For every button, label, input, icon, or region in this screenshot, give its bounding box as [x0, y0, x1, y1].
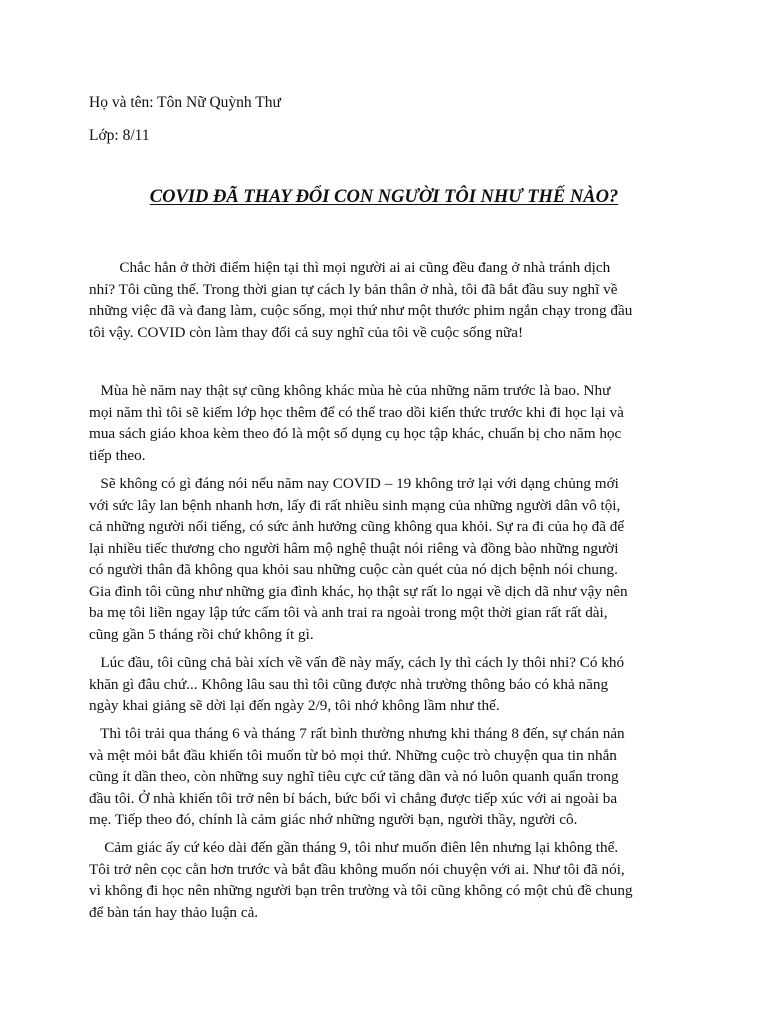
essay-title: COVID ĐÃ THAY ĐỔI CON NGƯỜI TÔI NHƯ THẾ NÀO?: [149, 187, 619, 207]
paragraph-line: Tôi trở nên cọc cằn hơn trước và bắt đầu không muốn nói chuyện với ai. Như tôi đã nói,: [89, 860, 625, 878]
paragraph-2: [89, 380, 685, 466]
paragraph-line: khăn gì đâu chứ... Không lâu sau thì tôi cũng được nhà trường thông báo có khả năng: [89, 675, 609, 693]
paragraph-line: cũng gần 5 tháng rồi chứ không ít gì.: [89, 625, 314, 643]
paragraph-line: để bàn tán hay thảo luận cả.: [89, 903, 259, 921]
paragraph-line: vì không đi học nên những người bạn trên trường và tôi cũng không có một chủ đề chung: [89, 882, 633, 899]
paragraph-line: cũng ít dần theo, còn những suy nghĩ tiêu cực cứ tăng dần và nó luôn quanh quẩn trong: [89, 768, 619, 785]
paragraph-line: Thì tôi trải qua tháng 6 và tháng 7 rất bình thường nhưng khi tháng 8 đến, sự chán nản: [89, 725, 625, 742]
paragraph-line: Lúc đầu, tôi cũng chả bài xích về vấn đề này mấy, cách ly thì cách ly thôi nhỉ? Có khó: [89, 654, 625, 671]
paragraph-line: và mệt mỏi bắt đầu khiến tôi muốn từ bỏ mọi thứ. Những cuộc trò chuyện qua tin nhắn: [89, 746, 617, 764]
paragraph-line: cả những người nổi tiếng, có sức ảnh hưởng cũng không qua khỏi. Sự ra đi của họ đã để: [89, 518, 625, 535]
paragraph-5: [89, 723, 685, 831]
paragraph-line: Cảm giác ấy cứ kéo dài đến gần tháng 9, tôi như muốn điên lên nhưng lại không thể.: [89, 839, 619, 856]
class-line: Lớp: 8/11: [89, 127, 150, 144]
paragraph-line: ngày khai giảng sẽ dời lại đến ngày 2/9, tôi nhớ không lầm như thế.: [89, 697, 500, 714]
paragraph-1: [89, 257, 685, 343]
paragraph-line: mẹ. Tiếp theo đó, chính là cảm giác nhớ những người bạn, người thầy, người cô.: [89, 811, 578, 828]
paragraph-line: mua sách giáo khoa kèm theo đó là một số dụng cụ học tập khác, chuẩn bị cho năm học: [89, 425, 622, 442]
paragraph-6: [89, 837, 685, 923]
paragraph-line: mọi năm thì tôi sẽ kiếm lớp học thêm để có thể trao dồi kiến thức trước khi đi học lại và: [89, 403, 624, 421]
paragraph-line: lại nhiều tiếc thương cho người hâm mộ nghệ thuật nói riêng và đồng bào những người: [89, 539, 619, 557]
student-name-line: Họ và tên: Tôn Nữ Quỳnh Thư: [89, 94, 281, 111]
paragraph-line: nhỉ? Tôi cũng thế. Trong thời gian tự cách ly bản thân ở nhà, tôi đã bắt đầu suy nghĩ về: [89, 280, 618, 298]
paragraph-line: Gia đình tôi cũng như những gia đình khác, họ thật sự rất lo ngại về dịch dã như vậy nên: [89, 582, 628, 600]
paragraph-3: [89, 473, 685, 645]
paragraph-line: với sức lây lan bệnh nhanh hơn, lấy đi rất nhiều sinh mạng của những người dân vô tội,: [89, 496, 621, 514]
paragraph-line: ba mẹ tôi liền ngay lập tức cấm tôi và anh trai ra ngoài trong một thời gian rất rất dài,: [89, 604, 608, 621]
paragraph-line: Sẽ không có gì đáng nói nếu năm nay COVID – 19 không trở lại với dạng chủng mới: [89, 475, 619, 492]
paragraph-line: đầu tôi. Ở nhà khiến tôi trở nên bí bách, bức bối vì chẳng được tiếp xúc với ai ngoài ba: [89, 789, 618, 807]
paragraph-line: tôi vậy. COVID còn làm thay đổi cả suy nghĩ của tôi về cuộc sống nữa!: [89, 323, 524, 341]
paragraph-line: những việc đã và đang làm, cuộc sống, mọi thứ như một thước phim ngắn chạy trong đầu: [89, 302, 633, 319]
paragraph-line: Mùa hè năm nay thật sự cũng không khác mùa hè của những năm trước là bao. Như: [89, 382, 611, 399]
paragraph-line: có người thân đã không qua khỏi sau những cuộc càn quét của nó dịch bệnh nói chung.: [89, 561, 618, 578]
paragraph-line: tiếp theo.: [89, 446, 146, 464]
paragraph-line: Chắc hẳn ở thời điểm hiện tại thì mọi người ai ai cũng đều đang ở nhà tránh dịch: [89, 259, 611, 276]
paragraph-4: [89, 652, 685, 717]
